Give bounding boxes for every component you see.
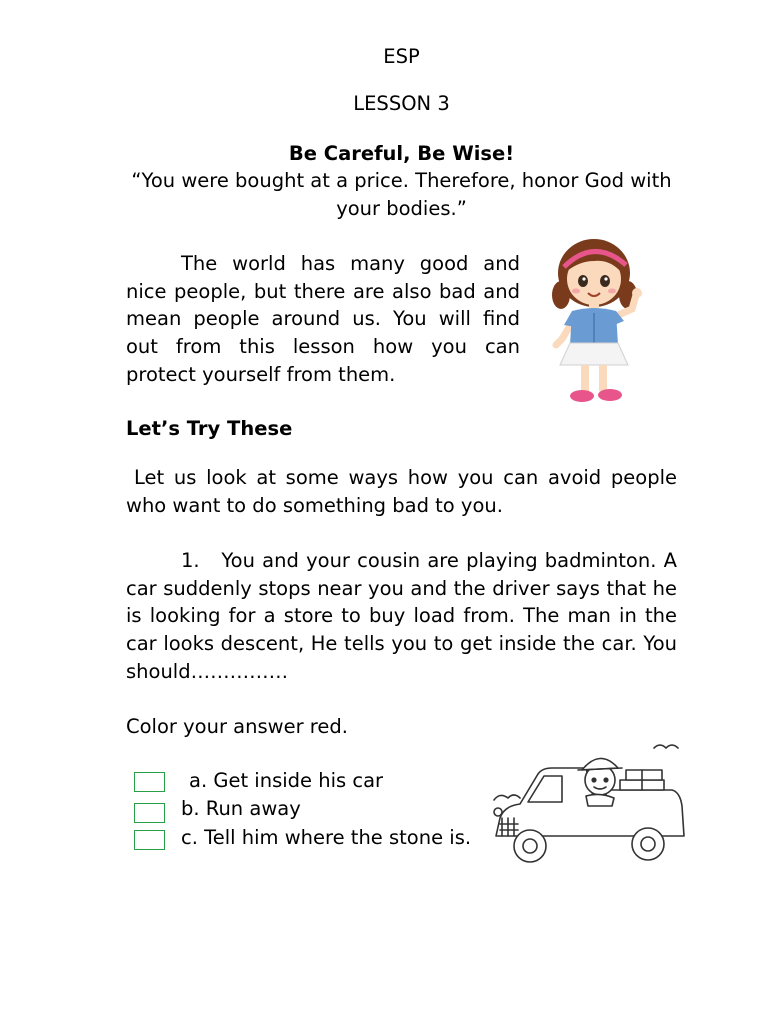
question-text: You and your cousin are playing badminton. A car suddenly stops near you and the driver says that he is looking for a store to buy load from. The man in the car looks descent, He tells you to get inside the car. You should……………	[126, 549, 677, 683]
section-intro: Let us look at some ways how you can avoid people who want to do something bad to you.	[126, 466, 677, 517]
option-b-checkbox[interactable]	[134, 803, 165, 823]
option-a-label: a. Get inside his car	[189, 769, 384, 792]
lesson-number: LESSON 3	[353, 92, 450, 115]
option-b-label: b. Run away	[181, 797, 301, 820]
question-1	[126, 547, 677, 686]
option-c-label: c. Tell him where the stone is.	[181, 826, 472, 849]
bible-quote: “You were bought at a price. Therefore, honor God with your bodies.”	[131, 169, 672, 220]
lesson-title: Be Careful, Be Wise!	[288, 142, 515, 165]
boy-driving-car-illustration	[486, 740, 690, 870]
instruction-text: Color your answer red.	[126, 715, 348, 738]
intro-paragraph: The world has many good and nice people, but there are also bad and mean people around us. You will find out from this lesson how you can protect yourself from them.	[126, 252, 520, 386]
option-a-checkbox[interactable]	[134, 772, 165, 792]
question-number: 1.	[181, 549, 200, 572]
subject-label: ESP	[383, 45, 420, 68]
girl-waving-illustration	[536, 233, 660, 409]
section-heading: Let’s Try These	[126, 417, 293, 440]
